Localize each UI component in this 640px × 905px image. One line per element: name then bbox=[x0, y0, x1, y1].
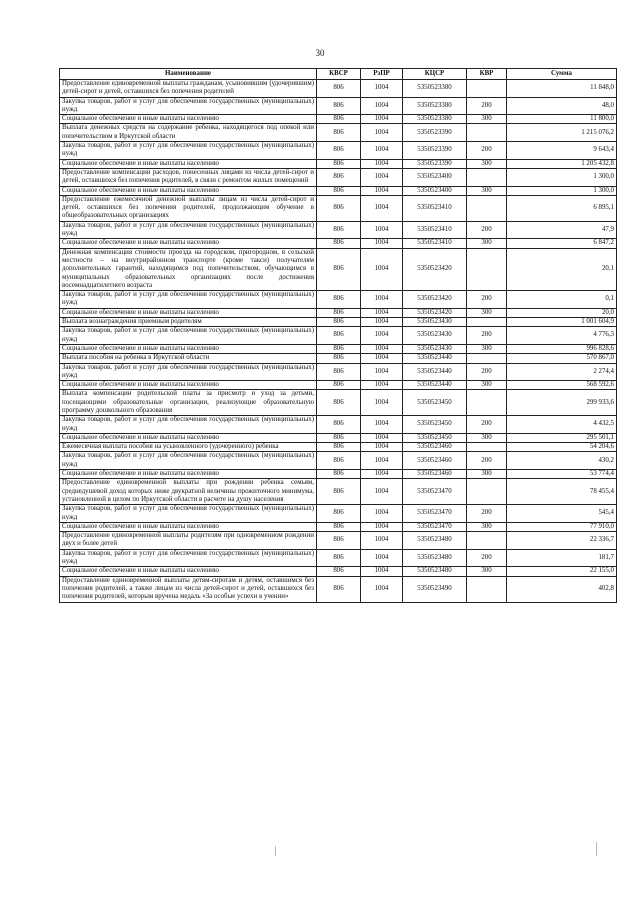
row-rzpr-cell: 1004 bbox=[361, 470, 403, 479]
table-row bbox=[60, 390, 617, 416]
row-sum-cell: 78 455,4 bbox=[507, 479, 617, 505]
row-kcsr-cell: 5350523380 bbox=[403, 80, 467, 98]
row-sum-cell: 20,0 bbox=[507, 308, 617, 317]
row-sum-cell: 1 001 604,9 bbox=[507, 318, 617, 327]
table-row bbox=[60, 576, 617, 602]
row-sum-cell: 0,1 bbox=[507, 291, 617, 309]
row-rzpr-cell: 1004 bbox=[361, 363, 403, 381]
row-kvr-cell: 200 bbox=[467, 327, 507, 345]
row-name-cell: Предоставление единовременной выплаты гражданам, усыновившим (удочерившим) детей-сирот и детей, оставшихся без попечения родителей bbox=[60, 80, 317, 98]
row-kvr-cell: 200 bbox=[467, 97, 507, 115]
row-name-cell: Социальное обеспечение и иные выплаты населению bbox=[60, 308, 317, 317]
table-row bbox=[60, 97, 617, 115]
row-name-cell: Социальное обеспечение и иные выплаты населению bbox=[60, 115, 317, 124]
row-sum-cell: 48,0 bbox=[507, 97, 617, 115]
row-sum-cell: 77 910,0 bbox=[507, 522, 617, 531]
row-kvr-cell bbox=[467, 479, 507, 505]
budget-table bbox=[59, 68, 617, 603]
row-rzpr-cell: 1004 bbox=[361, 381, 403, 390]
row-kvsr-cell: 806 bbox=[317, 443, 361, 452]
row-name-cell: Денежная компенсация стоимости проезда на городском, пригородном, в сельской местности – на внутрирайонном транспорте (кроме такси) получателям дополнительных гарантий, находящимся под попечительством, обучающимся в муниципальных образовательных организациях после достижения восемнадцатилетнего возраста bbox=[60, 248, 317, 290]
row-kcsr-cell: 5350523400 bbox=[403, 186, 467, 195]
table-row bbox=[60, 168, 617, 186]
scan-artifact bbox=[275, 846, 276, 856]
row-kcsr-cell: 5350523480 bbox=[403, 532, 467, 550]
row-kvr-cell bbox=[467, 354, 507, 363]
row-name-cell: Закупка товаров, работ и услуг для обеспечения государственных (муниципальных) нужд bbox=[60, 363, 317, 381]
row-kvr-cell: 300 bbox=[467, 186, 507, 195]
row-kvr-cell: 200 bbox=[467, 549, 507, 567]
row-kvsr-cell: 806 bbox=[317, 239, 361, 248]
row-kvsr-cell: 806 bbox=[317, 416, 361, 434]
row-kvsr-cell: 806 bbox=[317, 97, 361, 115]
row-rzpr-cell: 1004 bbox=[361, 115, 403, 124]
row-rzpr-cell: 1004 bbox=[361, 522, 403, 531]
row-kvsr-cell: 806 bbox=[317, 567, 361, 576]
table-row bbox=[60, 195, 617, 221]
table-row bbox=[60, 248, 617, 290]
row-kvsr-cell: 806 bbox=[317, 505, 361, 523]
row-kvsr-cell: 806 bbox=[317, 248, 361, 290]
row-kvsr-cell: 806 bbox=[317, 344, 361, 353]
table-row bbox=[60, 416, 617, 434]
row-kvsr-cell: 806 bbox=[317, 80, 361, 98]
row-name-cell: Выплата пособия на ребенка в Иркутской области bbox=[60, 354, 317, 363]
row-sum-cell: 1 300,0 bbox=[507, 186, 617, 195]
row-name-cell: Выплата вознаграждения приемным родителям bbox=[60, 318, 317, 327]
row-kvr-cell bbox=[467, 248, 507, 290]
row-kvsr-cell: 806 bbox=[317, 354, 361, 363]
table-row bbox=[60, 80, 617, 98]
table-row bbox=[60, 549, 617, 567]
row-sum-cell: 545,4 bbox=[507, 505, 617, 523]
row-kvr-cell: 300 bbox=[467, 381, 507, 390]
table-row bbox=[60, 344, 617, 353]
row-sum-cell: 402,8 bbox=[507, 576, 617, 602]
row-name-cell: Закупка товаров, работ и услуг для обеспечения государственных (муниципальных) нужд bbox=[60, 142, 317, 160]
row-name-cell: Социальное обеспечение и иные выплаты населению bbox=[60, 159, 317, 168]
row-name-cell: Социальное обеспечение и иные выплаты населению bbox=[60, 567, 317, 576]
row-sum-cell: 22 155,0 bbox=[507, 567, 617, 576]
row-rzpr-cell: 1004 bbox=[361, 97, 403, 115]
row-kvsr-cell: 806 bbox=[317, 452, 361, 470]
row-kcsr-cell: 5350523430 bbox=[403, 327, 467, 345]
row-sum-cell: 6 895,1 bbox=[507, 195, 617, 221]
row-kcsr-cell: 5350523420 bbox=[403, 248, 467, 290]
table-row bbox=[60, 318, 617, 327]
row-rzpr-cell: 1004 bbox=[361, 308, 403, 317]
row-kcsr-cell: 5350523430 bbox=[403, 318, 467, 327]
row-rzpr-cell: 1004 bbox=[361, 390, 403, 416]
row-kvsr-cell: 806 bbox=[317, 381, 361, 390]
row-kcsr-cell: 5350523390 bbox=[403, 159, 467, 168]
row-sum-cell: 11 848,0 bbox=[507, 80, 617, 98]
row-kvr-cell bbox=[467, 390, 507, 416]
row-name-cell: Закупка товаров, работ и услуг для обеспечения государственных (муниципальных) нужд bbox=[60, 291, 317, 309]
row-kcsr-cell: 5350523430 bbox=[403, 344, 467, 353]
row-kcsr-cell: 5350523400 bbox=[403, 168, 467, 186]
row-name-cell: Предоставление единовременной выплаты родителям при одновременном рождении двух и более детей bbox=[60, 532, 317, 550]
table-row bbox=[60, 239, 617, 248]
row-kcsr-cell: 5350523450 bbox=[403, 390, 467, 416]
row-kvsr-cell: 806 bbox=[317, 327, 361, 345]
scan-artifact bbox=[596, 842, 597, 856]
header-kcsr: КЦСР bbox=[403, 69, 467, 80]
header-kvsr: КВСР bbox=[317, 69, 361, 80]
row-sum-cell: 6 847,2 bbox=[507, 239, 617, 248]
row-kvr-cell: 200 bbox=[467, 142, 507, 160]
row-rzpr-cell: 1004 bbox=[361, 168, 403, 186]
row-kvsr-cell: 806 bbox=[317, 522, 361, 531]
row-rzpr-cell: 1004 bbox=[361, 532, 403, 550]
table-row bbox=[60, 433, 617, 442]
row-kcsr-cell: 5350523440 bbox=[403, 381, 467, 390]
row-kvr-cell: 300 bbox=[467, 344, 507, 353]
row-sum-cell: 1 215 076,2 bbox=[507, 124, 617, 142]
row-name-cell: Закупка товаров, работ и услуг для обеспечения государственных (муниципальных) нужд bbox=[60, 452, 317, 470]
row-kcsr-cell: 5350523440 bbox=[403, 363, 467, 381]
row-kvr-cell: 300 bbox=[467, 115, 507, 124]
row-kcsr-cell: 5350523490 bbox=[403, 576, 467, 602]
table-row bbox=[60, 381, 617, 390]
row-kvr-cell: 200 bbox=[467, 363, 507, 381]
header-sum: Сумма bbox=[507, 69, 617, 80]
header-kvr: КВР bbox=[467, 69, 507, 80]
row-rzpr-cell: 1004 bbox=[361, 354, 403, 363]
row-sum-cell: 295 501,1 bbox=[507, 433, 617, 442]
table-header-row bbox=[60, 69, 617, 80]
table-row bbox=[60, 221, 617, 239]
row-kcsr-cell: 5350523450 bbox=[403, 433, 467, 442]
row-kvr-cell: 200 bbox=[467, 416, 507, 434]
row-kvsr-cell: 806 bbox=[317, 115, 361, 124]
row-kcsr-cell: 5350523380 bbox=[403, 115, 467, 124]
header-name: Наименование bbox=[60, 69, 317, 80]
row-kvr-cell: 200 bbox=[467, 452, 507, 470]
row-kcsr-cell: 5350523460 bbox=[403, 443, 467, 452]
row-name-cell: Предоставление компенсации расходов, понесенных лицами из числа детей-сирот и детей, оставшихся без попечения родителей, в связи с ремонтом жилых помещений bbox=[60, 168, 317, 186]
row-sum-cell: 2 274,4 bbox=[507, 363, 617, 381]
table-body bbox=[60, 80, 617, 603]
row-kcsr-cell: 5350523380 bbox=[403, 97, 467, 115]
row-rzpr-cell: 1004 bbox=[361, 452, 403, 470]
row-name-cell: Предоставление единовременной выплаты при рождении ребенка семьям, среднедушевой доход которых ниже двукратной величины прожиточного минимума, установленной в целом по Иркутской области в расчете на душу населения bbox=[60, 479, 317, 505]
row-kvsr-cell: 806 bbox=[317, 549, 361, 567]
row-sum-cell: 4 432,5 bbox=[507, 416, 617, 434]
row-rzpr-cell: 1004 bbox=[361, 186, 403, 195]
row-name-cell: Социальное обеспечение и иные выплаты населению bbox=[60, 344, 317, 353]
row-rzpr-cell: 1004 bbox=[361, 318, 403, 327]
row-kvsr-cell: 806 bbox=[317, 318, 361, 327]
row-sum-cell: 53 774,4 bbox=[507, 470, 617, 479]
table-row bbox=[60, 443, 617, 452]
table-row bbox=[60, 159, 617, 168]
row-rzpr-cell: 1004 bbox=[361, 567, 403, 576]
row-kcsr-cell: 5350523460 bbox=[403, 470, 467, 479]
row-kvsr-cell: 806 bbox=[317, 308, 361, 317]
row-kvsr-cell: 806 bbox=[317, 470, 361, 479]
row-kcsr-cell: 5350523450 bbox=[403, 416, 467, 434]
row-name-cell: Выплата компенсации родительской платы за присмотр и уход за детьми, посещающими образовательные организации, реализующие образовательную программу дошкольного образования bbox=[60, 390, 317, 416]
table-row bbox=[60, 522, 617, 531]
row-kcsr-cell: 5350523470 bbox=[403, 505, 467, 523]
row-kvr-cell: 300 bbox=[467, 433, 507, 442]
table-row bbox=[60, 479, 617, 505]
table-row bbox=[60, 308, 617, 317]
row-kcsr-cell: 5350523390 bbox=[403, 124, 467, 142]
row-sum-cell: 4 776,3 bbox=[507, 327, 617, 345]
row-kvsr-cell: 806 bbox=[317, 195, 361, 221]
row-kvsr-cell: 806 bbox=[317, 532, 361, 550]
row-sum-cell: 299 933,6 bbox=[507, 390, 617, 416]
row-kvr-cell: 300 bbox=[467, 159, 507, 168]
table-row bbox=[60, 186, 617, 195]
row-kvr-cell: 300 bbox=[467, 522, 507, 531]
row-kvsr-cell: 806 bbox=[317, 291, 361, 309]
row-kvr-cell bbox=[467, 318, 507, 327]
row-kvr-cell bbox=[467, 195, 507, 221]
row-kvr-cell: 200 bbox=[467, 505, 507, 523]
table-row bbox=[60, 452, 617, 470]
table-row bbox=[60, 124, 617, 142]
row-kvr-cell bbox=[467, 80, 507, 98]
row-kvsr-cell: 806 bbox=[317, 124, 361, 142]
header-rzpr: РзПР bbox=[361, 69, 403, 80]
row-name-cell: Предоставление ежемесячной денежной выплаты лицам из числа детей-сирот и детей, оставшихся без попечения родителей, продолжающим обучение в общеобразовательных организациях bbox=[60, 195, 317, 221]
row-kcsr-cell: 5350523480 bbox=[403, 567, 467, 576]
page-number: 30 bbox=[315, 48, 325, 58]
table-row bbox=[60, 505, 617, 523]
row-name-cell: Социальное обеспечение и иные выплаты населению bbox=[60, 470, 317, 479]
row-kvr-cell: 200 bbox=[467, 291, 507, 309]
row-sum-cell: 54 204,6 bbox=[507, 443, 617, 452]
row-rzpr-cell: 1004 bbox=[361, 142, 403, 160]
row-kcsr-cell: 5350523460 bbox=[403, 452, 467, 470]
row-rzpr-cell: 1004 bbox=[361, 433, 403, 442]
row-kvsr-cell: 806 bbox=[317, 479, 361, 505]
row-name-cell: Социальное обеспечение и иные выплаты населению bbox=[60, 239, 317, 248]
row-kvr-cell bbox=[467, 576, 507, 602]
row-sum-cell: 1 205 432,8 bbox=[507, 159, 617, 168]
row-name-cell: Социальное обеспечение и иные выплаты населению bbox=[60, 522, 317, 531]
row-name-cell: Закупка товаров, работ и услуг для обеспечения государственных (муниципальных) нужд bbox=[60, 505, 317, 523]
row-kvsr-cell: 806 bbox=[317, 433, 361, 442]
row-sum-cell: 570 867,0 bbox=[507, 354, 617, 363]
row-name-cell: Социальное обеспечение и иные выплаты населению bbox=[60, 186, 317, 195]
table-row bbox=[60, 327, 617, 345]
table-row bbox=[60, 363, 617, 381]
row-kcsr-cell: 5350523480 bbox=[403, 549, 467, 567]
row-kcsr-cell: 5350523420 bbox=[403, 291, 467, 309]
row-kcsr-cell: 5350523420 bbox=[403, 308, 467, 317]
row-name-cell: Закупка товаров, работ и услуг для обеспечения государственных (муниципальных) нужд bbox=[60, 327, 317, 345]
table-row bbox=[60, 532, 617, 550]
row-rzpr-cell: 1004 bbox=[361, 443, 403, 452]
row-rzpr-cell: 1004 bbox=[361, 221, 403, 239]
row-kvr-cell: 300 bbox=[467, 239, 507, 248]
row-kvsr-cell: 806 bbox=[317, 186, 361, 195]
table-row bbox=[60, 354, 617, 363]
row-rzpr-cell: 1004 bbox=[361, 576, 403, 602]
row-rzpr-cell: 1004 bbox=[361, 327, 403, 345]
row-kvr-cell bbox=[467, 124, 507, 142]
row-kvr-cell bbox=[467, 532, 507, 550]
row-rzpr-cell: 1004 bbox=[361, 124, 403, 142]
row-kcsr-cell: 5350523410 bbox=[403, 195, 467, 221]
row-rzpr-cell: 1004 bbox=[361, 344, 403, 353]
row-kvsr-cell: 806 bbox=[317, 221, 361, 239]
table-row bbox=[60, 567, 617, 576]
row-kcsr-cell: 5350523390 bbox=[403, 142, 467, 160]
row-kvsr-cell: 806 bbox=[317, 168, 361, 186]
row-kvsr-cell: 806 bbox=[317, 159, 361, 168]
row-rzpr-cell: 1004 bbox=[361, 195, 403, 221]
row-kcsr-cell: 5350523470 bbox=[403, 479, 467, 505]
row-kvr-cell: 300 bbox=[467, 567, 507, 576]
table-row bbox=[60, 470, 617, 479]
row-name-cell: Закупка товаров, работ и услуг для обеспечения государственных (муниципальных) нужд bbox=[60, 221, 317, 239]
row-name-cell: Закупка товаров, работ и услуг для обеспечения государственных (муниципальных) нужд bbox=[60, 97, 317, 115]
table-row bbox=[60, 291, 617, 309]
row-name-cell: Закупка товаров, работ и услуг для обеспечения государственных (муниципальных) нужд bbox=[60, 549, 317, 567]
row-kvsr-cell: 806 bbox=[317, 390, 361, 416]
row-rzpr-cell: 1004 bbox=[361, 239, 403, 248]
row-name-cell: Социальное обеспечение и иные выплаты населению bbox=[60, 433, 317, 442]
row-sum-cell: 47,9 bbox=[507, 221, 617, 239]
row-name-cell: Выплата денежных средств на содержание ребенка, находящегося под опекой или попечительством в Иркутской области bbox=[60, 124, 317, 142]
row-kcsr-cell: 5350523440 bbox=[403, 354, 467, 363]
row-kcsr-cell: 5350523470 bbox=[403, 522, 467, 531]
row-kvr-cell: 200 bbox=[467, 221, 507, 239]
row-sum-cell: 1 300,0 bbox=[507, 168, 617, 186]
row-kvsr-cell: 806 bbox=[317, 142, 361, 160]
row-rzpr-cell: 1004 bbox=[361, 248, 403, 290]
row-rzpr-cell: 1004 bbox=[361, 549, 403, 567]
row-sum-cell: 181,7 bbox=[507, 549, 617, 567]
row-kvr-cell bbox=[467, 168, 507, 186]
row-rzpr-cell: 1004 bbox=[361, 416, 403, 434]
row-rzpr-cell: 1004 bbox=[361, 159, 403, 168]
row-sum-cell: 9 643,4 bbox=[507, 142, 617, 160]
row-sum-cell: 568 592,6 bbox=[507, 381, 617, 390]
row-sum-cell: 22 336,7 bbox=[507, 532, 617, 550]
row-rzpr-cell: 1004 bbox=[361, 291, 403, 309]
row-kvsr-cell: 806 bbox=[317, 363, 361, 381]
row-rzpr-cell: 1004 bbox=[361, 479, 403, 505]
row-name-cell: Предоставление единовременной выплаты детям-сиротам и детям, оставшимся без попечения родителей, а также лицам из числа детей-сирот и детей, оставшихся без попечения родителей, которым вручена медаль «За особые успехи в учении» bbox=[60, 576, 317, 602]
row-kcsr-cell: 5350523410 bbox=[403, 221, 467, 239]
row-kvr-cell: 300 bbox=[467, 470, 507, 479]
row-kcsr-cell: 5350523410 bbox=[403, 239, 467, 248]
row-sum-cell: 430,2 bbox=[507, 452, 617, 470]
row-name-cell: Закупка товаров, работ и услуг для обеспечения государственных (муниципальных) нужд bbox=[60, 416, 317, 434]
row-rzpr-cell: 1004 bbox=[361, 505, 403, 523]
row-name-cell: Ежемесячная выплата пособия на усыновленного (удочеренного) ребенка bbox=[60, 443, 317, 452]
row-kvr-cell: 300 bbox=[467, 308, 507, 317]
row-sum-cell: 20,1 bbox=[507, 248, 617, 290]
row-sum-cell: 996 828,6 bbox=[507, 344, 617, 353]
row-name-cell: Социальное обеспечение и иные выплаты населению bbox=[60, 381, 317, 390]
row-kvr-cell bbox=[467, 443, 507, 452]
row-rzpr-cell: 1004 bbox=[361, 80, 403, 98]
row-kvsr-cell: 806 bbox=[317, 576, 361, 602]
table-row bbox=[60, 115, 617, 124]
table-row bbox=[60, 142, 617, 160]
row-sum-cell: 11 800,0 bbox=[507, 115, 617, 124]
